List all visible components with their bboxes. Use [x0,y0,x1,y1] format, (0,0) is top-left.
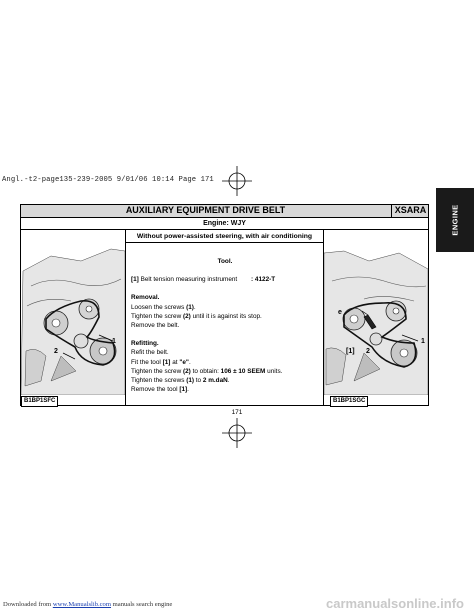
registration-mark-bottom [222,418,252,448]
tool-code: : 4122-T [251,276,276,284]
refit-step-3: Tighten the screw (2) to obtain: 106 ± 10 SEEM units. [131,367,283,375]
tool-heading: Tool. [217,258,233,265]
column-divider-left [125,230,126,406]
footer-suffix: manuals search engine [111,601,173,608]
page-title: AUXILIARY EQUIPMENT DRIVE BELT [125,205,286,215]
page-number: 171 [231,409,243,416]
engine-belt-drawing-left [21,231,125,395]
callout-screw-1-right: 1 [421,338,425,345]
refit-step-5: Remove the tool [1]. [131,386,189,394]
removal-step-2: Tighten the screw (2) until it is against its stop. [131,312,262,320]
footer-prefix: Downloaded from [3,601,53,608]
callout-screw-2-left: 2 [54,348,58,355]
refit-step-4: Tighten the screws (1) to 2 m.daN. [131,377,230,385]
refit-step-2: Fit the tool [1] at "e". [131,358,191,366]
tool-line [131,275,319,284]
tool-name: Belt tension measuring instrument [140,276,238,284]
figure-left-engine-belt [21,231,125,395]
model-name: XSARA [391,204,429,218]
manualslib-link[interactable]: www.Manualslib.com [52,601,111,608]
variant-heading: Without power-assisted steering, with air conditioning [125,230,324,243]
removal-heading: Removal. [131,294,160,302]
removal-step-3: Remove the belt. [131,322,180,330]
print-header: Angl.-t2-page135-239-2005 9/01/06 10:14 Page 171 [2,176,214,184]
callout-tool-1: [1] [346,348,355,355]
refit-step-1: Refit the belt. [131,349,169,357]
engine-code: Engine: WJY [20,218,429,230]
watermark: carmanualsonline.info [326,596,464,611]
refit-heading: Refitting. [131,340,159,348]
tool-ref: [1] [131,276,139,284]
registration-mark-top [222,166,252,196]
callout-e: e [338,309,342,316]
engine-section-tab[interactable] [436,188,474,252]
figure-code-left: B1BP1SFC [21,396,58,407]
removal-step-1: Loosen the screws (1). [131,303,196,311]
callout-screw-2-right: 2 [366,348,370,355]
engine-tab-label: ENGINE [450,204,460,236]
instructions [131,257,319,394]
callout-screw-1-left: 1 [112,338,116,345]
download-footer [3,601,172,608]
figure-code-right: B1BP1SGC [330,396,368,407]
